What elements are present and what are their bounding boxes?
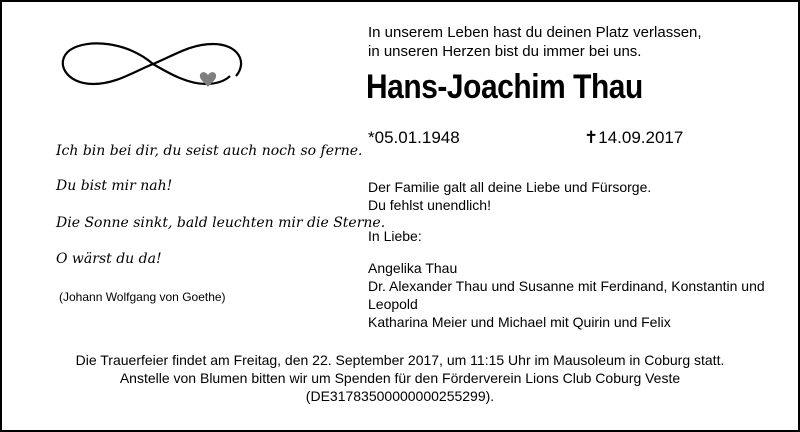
poem-line: O wärst du da! — [56, 251, 162, 267]
poem-line: Die Sonne sinkt, bald leuchten mir die Sterne. — [56, 215, 386, 231]
infinity-heart-symbol — [58, 34, 248, 94]
mourner-line: Leopold — [368, 296, 418, 312]
deceased-name: Hans-Joachim Thau — [366, 68, 643, 106]
family-message — [368, 178, 651, 214]
poem-line: Ich bin bei dir, du seist auch noch so ferne. — [56, 143, 363, 159]
footer-line: Die Trauerfeier findet am Freitag, den 22. September 2017, um 11:15 Uhr im Mausoleum in Coburg statt. — [75, 352, 725, 368]
intro-line: in unseren Herzen bist du immer bei uns. — [368, 43, 642, 60]
poem — [56, 142, 385, 269]
message-line: Der Familie galt all deine Liebe und Fürsorge. — [368, 179, 652, 195]
funeral-details — [0, 351, 800, 405]
poem-attribution: (Johann Wolfgang von Goethe) — [59, 290, 226, 304]
birth-date: *05.01.1948 — [368, 128, 460, 147]
message-line: Du fehlst unendlich! — [368, 197, 491, 213]
poem-line: Du bist mir nah! — [56, 178, 173, 194]
in-love-label: In Liebe: — [368, 228, 422, 244]
footer-line: (DE31783500000000255299). — [305, 388, 495, 404]
mourner-line: Angelika Thau — [368, 260, 458, 276]
intro-line: In unserem Leben hast du deinen Platz verlassen, — [368, 24, 702, 41]
footer-line: Anstelle von Blumen bitten wir um Spenden für den Förderverein Lions Club Coburg Veste — [119, 370, 681, 386]
mourners-list — [368, 259, 765, 331]
mourner-line: Dr. Alexander Thau und Susanne mit Ferdinand, Konstantin und — [368, 278, 765, 294]
mourner-line: Katharina Meier und Michael mit Quirin und Felix — [368, 314, 671, 330]
intro-verse — [368, 23, 702, 61]
infinity-heart-icon — [58, 34, 248, 94]
death-date: ✝14.09.2017 — [584, 128, 684, 147]
